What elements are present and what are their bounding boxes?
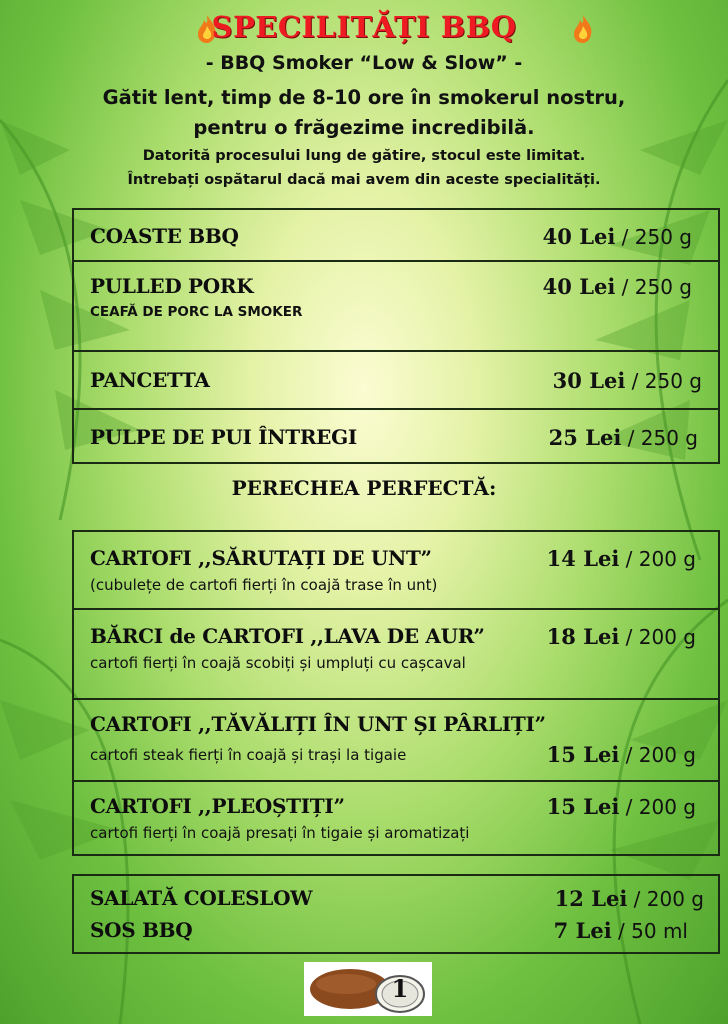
page-title: SPECILITĂȚI BBQ (211, 10, 517, 44)
subtitle: - BBQ Smoker “Low & Slow” - (205, 52, 523, 74)
intro-line: Gătit lent, timp de 8-10 ore în smokerul nostru, (102, 86, 626, 109)
menu-item (74, 262, 718, 352)
menu-item (74, 352, 718, 410)
item-name: COASTE BBQ (90, 224, 239, 248)
item-price: 7 Lei / 50 ml (553, 918, 688, 943)
item-description: cartofi fierți în coajă presați în tigaie și aromatizați (90, 824, 470, 842)
item-price: 12 Lei / 200 g (554, 886, 704, 911)
item-name: CARTOFI ,,TĂVĂLIȚI ÎN UNT ȘI PÂRLIȚI” (90, 712, 546, 736)
flame-icon (572, 14, 594, 44)
menu-item (74, 210, 718, 262)
item-name: PULLED PORK (90, 274, 254, 298)
item-name: CARTOFI ,,PLEOȘTIȚI” (90, 794, 345, 818)
stock-note: Datorită procesului lung de gătire, stocul este limitat. (142, 148, 586, 164)
item-price: 25 Lei / 250 g (548, 425, 698, 450)
item-price: 40 Lei / 250 g (542, 224, 692, 249)
menu-item (74, 782, 718, 856)
item-name: CARTOFI ,,SĂRUTAȚI DE UNT” (90, 546, 432, 570)
item-name: PULPE DE PUI ÎNTREGI (90, 425, 357, 449)
menu-item (74, 700, 718, 782)
item-price: 14 Lei / 200 g (546, 546, 696, 571)
item-description: cartofi steak fierți în coajă și trași la tigaie (90, 746, 407, 764)
sides-table (72, 530, 720, 856)
item-description: CEAFĂ DE PORC LA SMOKER (90, 304, 303, 320)
coconut-icon (304, 962, 432, 1016)
menu-item (74, 532, 718, 610)
item-description: (cubulețe de cartofi fierți în coajă trase în unt) (90, 576, 438, 594)
page-number: 1 (391, 974, 409, 1003)
item-price: 30 Lei / 250 g (552, 368, 702, 393)
specialties-table (72, 208, 720, 464)
item-price: 15 Lei / 200 g (546, 794, 696, 819)
item-name: BĂRCI de CARTOFI ,,LAVA DE AUR” (90, 624, 485, 648)
item-price: 40 Lei / 250 g (542, 274, 692, 299)
item-price: 15 Lei / 200 g (546, 742, 696, 767)
menu-item (74, 410, 718, 464)
extras-table (72, 874, 720, 954)
stock-note: Întrebați ospătarul dacă mai avem din aceste specialități. (127, 172, 601, 188)
section-title: PERECHEA PERFECTĂ: (231, 476, 497, 500)
intro-line: pentru o frăgezime incredibilă. (193, 116, 535, 139)
page-badge (304, 962, 432, 1016)
item-price: 18 Lei / 200 g (546, 624, 696, 649)
item-description: cartofi fierți în coajă scobiți și umpluți cu cașcaval (90, 654, 466, 672)
item-name: PANCETTA (90, 368, 210, 392)
item-name: SALATĂ COLESLOW (90, 886, 313, 910)
item-name: SOS BBQ (90, 918, 193, 942)
menu-item (74, 610, 718, 700)
